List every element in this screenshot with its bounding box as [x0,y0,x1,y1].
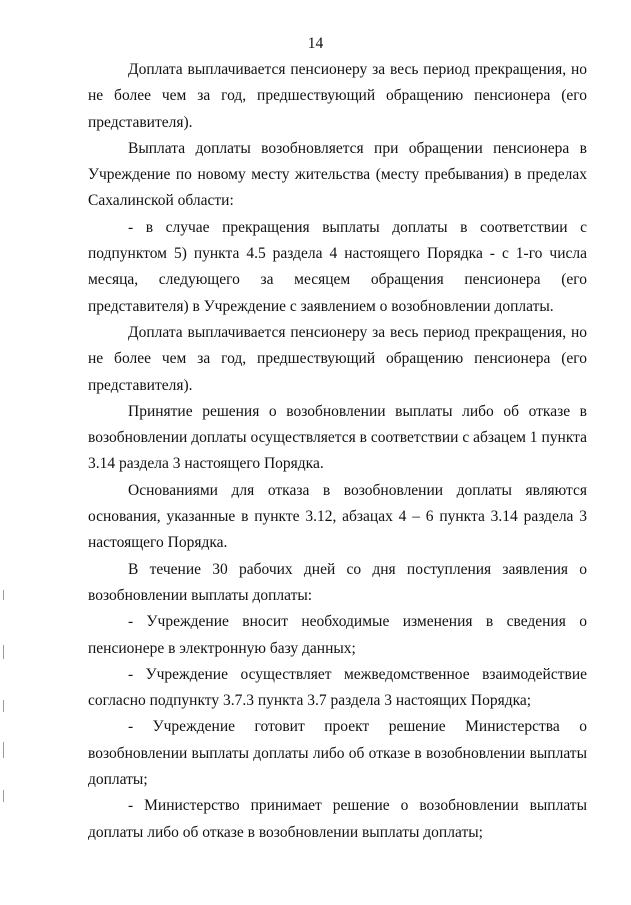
paragraph-2: Выплата доплаты возобновляется при обращении пенсионера в Учреждение по новому месту жительства (месту пребывания) в пределах Сахалинской области: [88,139,587,210]
paragraph-4: Доплата выплачивается пенсионеру за весь период прекращения, но не более чем за год, предшествующий обращению пенсионера (его представителя). [88,323,587,394]
paragraph-1: Доплата выплачивается пенсионеру за весь период прекращения, но не более чем за год, предшествующий обращению пенсионера (его представителя). [88,61,587,131]
paragraph-11: - Министерство принимает решение о возобновлении выплаты доплаты либо об отказе в возобновлении выплаты доплаты; [88,797,587,841]
paragraph-9: - Учреждение осуществляет межведомственное взаимодействие согласно подпункту 3.7.3 пункта 3.7 раздела 3 настоящих Порядка; [88,665,587,710]
scan-artifact [3,790,4,802]
scan-artifact [3,590,4,600]
paragraph-7: В течение 30 рабочих дней со дня поступления заявления о возобновлении выплаты доплаты: [88,560,587,604]
scan-artifact [3,742,4,758]
page-number: 14 [307,35,324,52]
scan-artifact [3,700,4,712]
scan-artifact [3,645,4,659]
paragraph-8: - Учреждение вносит необходимые изменения в сведения о пенсионере в электронную базу данных; [88,613,587,657]
paragraph-5: Принятие решения о возобновлении выплаты либо об отказе в возобновлении доплаты осуществляется в соответствии с абзацем 1 пункта 3.14 раздела 3 настоящего Порядка. [88,402,587,473]
document-body [88,57,587,846]
paragraph-6: Основаниями для отказа в возобновлении доплаты являются основания, указанные в пункте 3.12, абзацах 4 – 6 пункта 3.14 раздела 3 настоящего Порядка. [88,481,587,552]
paragraph-3: - в случае прекращения выплаты доплаты в соответствии с подпунктом 5) пункта 4.5 раздела 4 настоящего Порядка - с 1-го числа месяца, следующего за месяцем обращения пенсионера (его представителя) в Учреждение с заявлением о возобновлении доплаты. [88,218,587,315]
paragraph-10: - Учреждение готовит проект решение Министерства о возобновлении выплаты доплаты либо об отказе в возобновлении выплаты доплаты; [88,718,587,789]
